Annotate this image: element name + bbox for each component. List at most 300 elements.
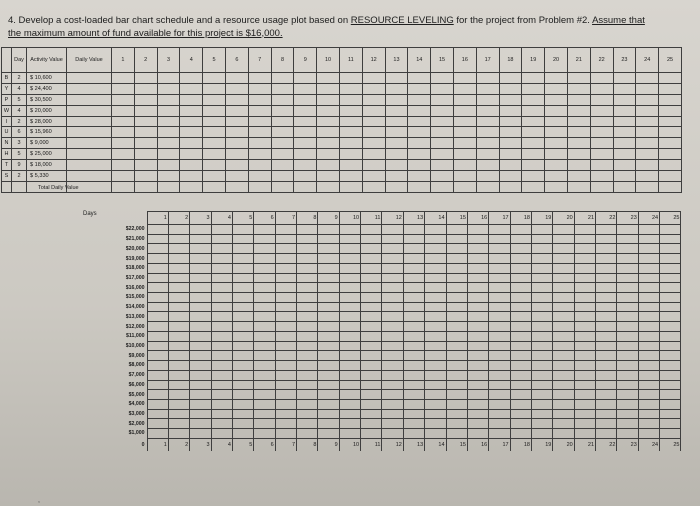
plot-cell[interactable]	[574, 234, 595, 244]
schedule-cell[interactable]	[248, 171, 271, 182]
schedule-cell[interactable]	[294, 149, 317, 160]
schedule-cell[interactable]	[157, 171, 180, 182]
schedule-cell[interactable]	[522, 171, 545, 182]
plot-cell[interactable]	[425, 302, 446, 312]
total-cell[interactable]	[248, 181, 271, 192]
plot-cell[interactable]	[147, 399, 168, 409]
plot-cell[interactable]	[168, 380, 189, 390]
plot-cell[interactable]	[531, 341, 552, 351]
schedule-cell[interactable]	[636, 149, 659, 160]
plot-cell[interactable]	[211, 380, 232, 390]
plot-cell[interactable]	[446, 419, 467, 429]
plot-cell[interactable]	[553, 331, 574, 341]
plot-cell[interactable]	[596, 399, 617, 409]
schedule-cell[interactable]	[431, 149, 454, 160]
schedule-cell[interactable]	[408, 105, 431, 116]
plot-cell[interactable]	[553, 370, 574, 380]
plot-cell[interactable]	[318, 361, 339, 371]
plot-cell[interactable]	[553, 244, 574, 254]
schedule-cell[interactable]	[545, 160, 568, 171]
schedule-cell[interactable]	[567, 160, 590, 171]
plot-cell[interactable]	[318, 322, 339, 332]
schedule-cell[interactable]	[499, 83, 522, 94]
schedule-cell[interactable]	[112, 94, 135, 105]
schedule-cell[interactable]	[180, 116, 203, 127]
plot-cell[interactable]	[232, 322, 253, 332]
plot-cell[interactable]	[297, 429, 318, 439]
plot-cell[interactable]	[489, 341, 510, 351]
schedule-cell[interactable]	[567, 138, 590, 149]
schedule-cell[interactable]	[362, 83, 385, 94]
plot-cell[interactable]	[190, 351, 211, 361]
plot-cell[interactable]	[596, 341, 617, 351]
plot-cell[interactable]	[531, 419, 552, 429]
plot-cell[interactable]	[425, 380, 446, 390]
plot-cell[interactable]	[596, 254, 617, 264]
plot-cell[interactable]	[660, 370, 681, 380]
plot-cell[interactable]	[254, 225, 275, 235]
total-cell[interactable]	[362, 181, 385, 192]
schedule-cell[interactable]	[453, 138, 476, 149]
plot-cell[interactable]	[382, 331, 403, 341]
plot-cell[interactable]	[232, 380, 253, 390]
plot-cell[interactable]	[531, 322, 552, 332]
plot-cell[interactable]	[339, 273, 360, 283]
plot-cell[interactable]	[211, 361, 232, 371]
plot-cell[interactable]	[403, 273, 424, 283]
schedule-cell[interactable]	[271, 160, 294, 171]
plot-cell[interactable]	[489, 312, 510, 322]
plot-cell[interactable]	[660, 429, 681, 439]
plot-cell[interactable]	[232, 399, 253, 409]
schedule-cell[interactable]	[567, 127, 590, 138]
schedule-cell[interactable]	[522, 83, 545, 94]
schedule-cell[interactable]	[294, 73, 317, 84]
schedule-cell[interactable]	[522, 138, 545, 149]
plot-cell[interactable]	[660, 263, 681, 273]
plot-cell[interactable]	[574, 409, 595, 419]
plot-cell[interactable]	[190, 419, 211, 429]
plot-cell[interactable]	[596, 429, 617, 439]
plot-cell[interactable]	[190, 273, 211, 283]
schedule-cell[interactable]	[134, 105, 157, 116]
total-cell[interactable]	[659, 181, 682, 192]
plot-cell[interactable]	[489, 351, 510, 361]
plot-cell[interactable]	[232, 390, 253, 400]
schedule-cell[interactable]	[659, 83, 682, 94]
total-cell[interactable]	[317, 181, 340, 192]
plot-cell[interactable]	[382, 263, 403, 273]
plot-cell[interactable]	[147, 331, 168, 341]
plot-cell[interactable]	[254, 302, 275, 312]
plot-cell[interactable]	[617, 234, 638, 244]
schedule-cell[interactable]	[339, 149, 362, 160]
schedule-cell[interactable]	[636, 116, 659, 127]
schedule-cell[interactable]	[613, 94, 636, 105]
plot-cell[interactable]	[318, 429, 339, 439]
plot-cell[interactable]	[275, 263, 296, 273]
plot-cell[interactable]	[275, 370, 296, 380]
plot-cell[interactable]	[489, 244, 510, 254]
schedule-cell[interactable]	[431, 116, 454, 127]
plot-cell[interactable]	[467, 225, 488, 235]
plot-cell[interactable]	[275, 234, 296, 244]
plot-cell[interactable]	[574, 273, 595, 283]
plot-cell[interactable]	[574, 293, 595, 303]
plot-cell[interactable]	[553, 234, 574, 244]
plot-cell[interactable]	[446, 283, 467, 293]
plot-cell[interactable]	[446, 361, 467, 371]
schedule-cell[interactable]	[590, 149, 613, 160]
plot-cell[interactable]	[382, 429, 403, 439]
plot-cell[interactable]	[403, 370, 424, 380]
schedule-cell[interactable]	[112, 171, 135, 182]
plot-cell[interactable]	[318, 370, 339, 380]
schedule-cell[interactable]	[271, 73, 294, 84]
plot-cell[interactable]	[446, 312, 467, 322]
plot-cell[interactable]	[190, 429, 211, 439]
schedule-cell[interactable]	[613, 171, 636, 182]
plot-cell[interactable]	[403, 409, 424, 419]
plot-cell[interactable]	[275, 302, 296, 312]
plot-cell[interactable]	[660, 234, 681, 244]
plot-cell[interactable]	[403, 312, 424, 322]
schedule-cell[interactable]	[590, 105, 613, 116]
plot-cell[interactable]	[382, 293, 403, 303]
plot-cell[interactable]	[190, 283, 211, 293]
schedule-cell[interactable]	[248, 127, 271, 138]
schedule-cell[interactable]	[225, 105, 248, 116]
plot-cell[interactable]	[425, 312, 446, 322]
plot-cell[interactable]	[339, 302, 360, 312]
plot-cell[interactable]	[574, 370, 595, 380]
plot-cell[interactable]	[574, 361, 595, 371]
schedule-cell[interactable]	[522, 116, 545, 127]
plot-cell[interactable]	[339, 234, 360, 244]
plot-cell[interactable]	[168, 399, 189, 409]
plot-cell[interactable]	[168, 244, 189, 254]
plot-cell[interactable]	[254, 390, 275, 400]
plot-cell[interactable]	[446, 380, 467, 390]
schedule-cell[interactable]	[453, 116, 476, 127]
schedule-cell[interactable]	[317, 83, 340, 94]
plot-cell[interactable]	[553, 273, 574, 283]
total-cell[interactable]	[294, 181, 317, 192]
schedule-cell[interactable]	[271, 138, 294, 149]
schedule-cell[interactable]	[590, 160, 613, 171]
plot-cell[interactable]	[596, 293, 617, 303]
plot-cell[interactable]	[574, 419, 595, 429]
schedule-cell[interactable]	[408, 116, 431, 127]
schedule-cell[interactable]	[453, 94, 476, 105]
schedule-cell[interactable]	[499, 116, 522, 127]
plot-cell[interactable]	[596, 234, 617, 244]
plot-cell[interactable]	[531, 331, 552, 341]
plot-cell[interactable]	[553, 225, 574, 235]
schedule-cell[interactable]	[317, 73, 340, 84]
plot-cell[interactable]	[510, 234, 531, 244]
plot-cell[interactable]	[617, 351, 638, 361]
plot-cell[interactable]	[596, 312, 617, 322]
plot-cell[interactable]	[190, 409, 211, 419]
plot-cell[interactable]	[275, 361, 296, 371]
plot-cell[interactable]	[489, 322, 510, 332]
plot-cell[interactable]	[147, 370, 168, 380]
plot-cell[interactable]	[638, 273, 659, 283]
total-cell[interactable]	[339, 181, 362, 192]
plot-cell[interactable]	[446, 225, 467, 235]
plot-cell[interactable]	[168, 351, 189, 361]
plot-cell[interactable]	[339, 283, 360, 293]
schedule-cell[interactable]	[385, 149, 408, 160]
plot-cell[interactable]	[361, 370, 382, 380]
plot-cell[interactable]	[596, 331, 617, 341]
plot-cell[interactable]	[211, 244, 232, 254]
daily-value-cell[interactable]	[67, 105, 112, 116]
plot-cell[interactable]	[382, 273, 403, 283]
plot-cell[interactable]	[553, 390, 574, 400]
schedule-cell[interactable]	[248, 94, 271, 105]
plot-cell[interactable]	[553, 341, 574, 351]
plot-cell[interactable]	[510, 341, 531, 351]
plot-cell[interactable]	[403, 429, 424, 439]
schedule-cell[interactable]	[408, 171, 431, 182]
plot-cell[interactable]	[211, 293, 232, 303]
plot-cell[interactable]	[339, 390, 360, 400]
plot-cell[interactable]	[638, 390, 659, 400]
schedule-cell[interactable]	[317, 160, 340, 171]
schedule-cell[interactable]	[225, 149, 248, 160]
plot-cell[interactable]	[147, 283, 168, 293]
schedule-cell[interactable]	[431, 83, 454, 94]
plot-cell[interactable]	[361, 293, 382, 303]
schedule-cell[interactable]	[134, 138, 157, 149]
schedule-cell[interactable]	[203, 105, 226, 116]
schedule-cell[interactable]	[362, 127, 385, 138]
plot-cell[interactable]	[510, 370, 531, 380]
schedule-cell[interactable]	[294, 116, 317, 127]
plot-cell[interactable]	[318, 390, 339, 400]
schedule-cell[interactable]	[499, 73, 522, 84]
plot-cell[interactable]	[574, 341, 595, 351]
plot-cell[interactable]	[574, 390, 595, 400]
plot-cell[interactable]	[596, 351, 617, 361]
plot-cell[interactable]	[510, 244, 531, 254]
plot-cell[interactable]	[553, 293, 574, 303]
plot-cell[interactable]	[403, 361, 424, 371]
total-cell[interactable]	[225, 181, 248, 192]
plot-cell[interactable]	[190, 390, 211, 400]
schedule-cell[interactable]	[157, 160, 180, 171]
plot-cell[interactable]	[425, 293, 446, 303]
plot-cell[interactable]	[275, 293, 296, 303]
plot-cell[interactable]	[190, 341, 211, 351]
plot-cell[interactable]	[553, 361, 574, 371]
plot-cell[interactable]	[190, 254, 211, 264]
plot-cell[interactable]	[211, 351, 232, 361]
total-cell[interactable]	[2, 181, 12, 192]
schedule-cell[interactable]	[431, 127, 454, 138]
plot-cell[interactable]	[638, 225, 659, 235]
plot-cell[interactable]	[553, 254, 574, 264]
schedule-cell[interactable]	[225, 138, 248, 149]
plot-cell[interactable]	[574, 225, 595, 235]
schedule-cell[interactable]	[203, 94, 226, 105]
plot-cell[interactable]	[211, 399, 232, 409]
plot-cell[interactable]	[638, 244, 659, 254]
plot-cell[interactable]	[596, 390, 617, 400]
plot-cell[interactable]	[147, 293, 168, 303]
plot-cell[interactable]	[275, 419, 296, 429]
plot-cell[interactable]	[489, 370, 510, 380]
total-cell[interactable]	[522, 181, 545, 192]
plot-cell[interactable]	[446, 293, 467, 303]
plot-cell[interactable]	[232, 293, 253, 303]
plot-cell[interactable]	[617, 225, 638, 235]
plot-cell[interactable]	[275, 225, 296, 235]
total-cell[interactable]	[180, 181, 203, 192]
schedule-cell[interactable]	[636, 105, 659, 116]
plot-cell[interactable]	[446, 429, 467, 439]
plot-cell[interactable]	[425, 244, 446, 254]
plot-cell[interactable]	[361, 429, 382, 439]
schedule-cell[interactable]	[522, 149, 545, 160]
schedule-cell[interactable]	[522, 105, 545, 116]
schedule-cell[interactable]	[567, 105, 590, 116]
plot-cell[interactable]	[339, 225, 360, 235]
schedule-cell[interactable]	[590, 94, 613, 105]
plot-cell[interactable]	[361, 399, 382, 409]
schedule-cell[interactable]	[636, 160, 659, 171]
schedule-cell[interactable]	[499, 127, 522, 138]
plot-cell[interactable]	[190, 302, 211, 312]
schedule-cell[interactable]	[339, 94, 362, 105]
schedule-cell[interactable]	[522, 73, 545, 84]
plot-cell[interactable]	[168, 361, 189, 371]
plot-cell[interactable]	[446, 370, 467, 380]
schedule-cell[interactable]	[545, 171, 568, 182]
schedule-cell[interactable]	[157, 105, 180, 116]
schedule-cell[interactable]	[659, 138, 682, 149]
plot-cell[interactable]	[531, 361, 552, 371]
plot-cell[interactable]	[467, 283, 488, 293]
plot-cell[interactable]	[489, 419, 510, 429]
plot-cell[interactable]	[617, 409, 638, 419]
schedule-cell[interactable]	[659, 105, 682, 116]
plot-cell[interactable]	[190, 244, 211, 254]
plot-cell[interactable]	[531, 225, 552, 235]
plot-cell[interactable]	[638, 419, 659, 429]
schedule-cell[interactable]	[203, 171, 226, 182]
schedule-cell[interactable]	[613, 138, 636, 149]
plot-cell[interactable]	[617, 419, 638, 429]
plot-cell[interactable]	[638, 399, 659, 409]
plot-cell[interactable]	[147, 312, 168, 322]
plot-cell[interactable]	[446, 234, 467, 244]
plot-cell[interactable]	[574, 331, 595, 341]
total-cell[interactable]	[476, 181, 499, 192]
plot-cell[interactable]	[147, 351, 168, 361]
schedule-cell[interactable]	[431, 105, 454, 116]
plot-cell[interactable]	[553, 283, 574, 293]
plot-cell[interactable]	[339, 351, 360, 361]
schedule-cell[interactable]	[225, 73, 248, 84]
daily-value-cell[interactable]	[67, 94, 112, 105]
plot-cell[interactable]	[275, 399, 296, 409]
plot-cell[interactable]	[617, 302, 638, 312]
plot-cell[interactable]	[617, 322, 638, 332]
plot-cell[interactable]	[211, 225, 232, 235]
plot-cell[interactable]	[339, 263, 360, 273]
total-cell[interactable]	[545, 181, 568, 192]
plot-cell[interactable]	[531, 409, 552, 419]
plot-cell[interactable]	[489, 273, 510, 283]
schedule-cell[interactable]	[453, 127, 476, 138]
plot-cell[interactable]	[147, 380, 168, 390]
plot-cell[interactable]	[275, 312, 296, 322]
schedule-cell[interactable]	[112, 83, 135, 94]
plot-cell[interactable]	[168, 409, 189, 419]
plot-cell[interactable]	[531, 234, 552, 244]
plot-cell[interactable]	[617, 390, 638, 400]
plot-cell[interactable]	[467, 322, 488, 332]
plot-cell[interactable]	[467, 293, 488, 303]
plot-cell[interactable]	[638, 293, 659, 303]
plot-cell[interactable]	[297, 399, 318, 409]
plot-cell[interactable]	[297, 370, 318, 380]
plot-cell[interactable]	[553, 429, 574, 439]
schedule-cell[interactable]	[476, 73, 499, 84]
plot-cell[interactable]	[553, 399, 574, 409]
schedule-cell[interactable]	[157, 73, 180, 84]
plot-cell[interactable]	[318, 283, 339, 293]
plot-cell[interactable]	[531, 302, 552, 312]
plot-cell[interactable]	[531, 283, 552, 293]
plot-cell[interactable]	[403, 293, 424, 303]
plot-cell[interactable]	[638, 361, 659, 371]
total-cell[interactable]	[157, 181, 180, 192]
plot-cell[interactable]	[168, 263, 189, 273]
plot-cell[interactable]	[596, 273, 617, 283]
plot-cell[interactable]	[489, 293, 510, 303]
schedule-cell[interactable]	[385, 127, 408, 138]
plot-cell[interactable]	[510, 380, 531, 390]
plot-cell[interactable]	[660, 225, 681, 235]
plot-cell[interactable]	[232, 419, 253, 429]
plot-cell[interactable]	[382, 283, 403, 293]
plot-cell[interactable]	[467, 409, 488, 419]
plot-cell[interactable]	[467, 370, 488, 380]
schedule-cell[interactable]	[590, 171, 613, 182]
plot-cell[interactable]	[361, 419, 382, 429]
schedule-cell[interactable]	[225, 160, 248, 171]
plot-cell[interactable]	[446, 390, 467, 400]
schedule-cell[interactable]	[636, 127, 659, 138]
plot-cell[interactable]	[297, 302, 318, 312]
schedule-cell[interactable]	[567, 149, 590, 160]
plot-cell[interactable]	[318, 380, 339, 390]
schedule-cell[interactable]	[271, 149, 294, 160]
plot-cell[interactable]	[531, 380, 552, 390]
daily-value-cell[interactable]	[67, 73, 112, 84]
plot-cell[interactable]	[232, 254, 253, 264]
schedule-cell[interactable]	[431, 73, 454, 84]
plot-cell[interactable]	[553, 419, 574, 429]
plot-cell[interactable]	[275, 429, 296, 439]
plot-cell[interactable]	[318, 273, 339, 283]
schedule-cell[interactable]	[545, 94, 568, 105]
plot-cell[interactable]	[361, 322, 382, 332]
